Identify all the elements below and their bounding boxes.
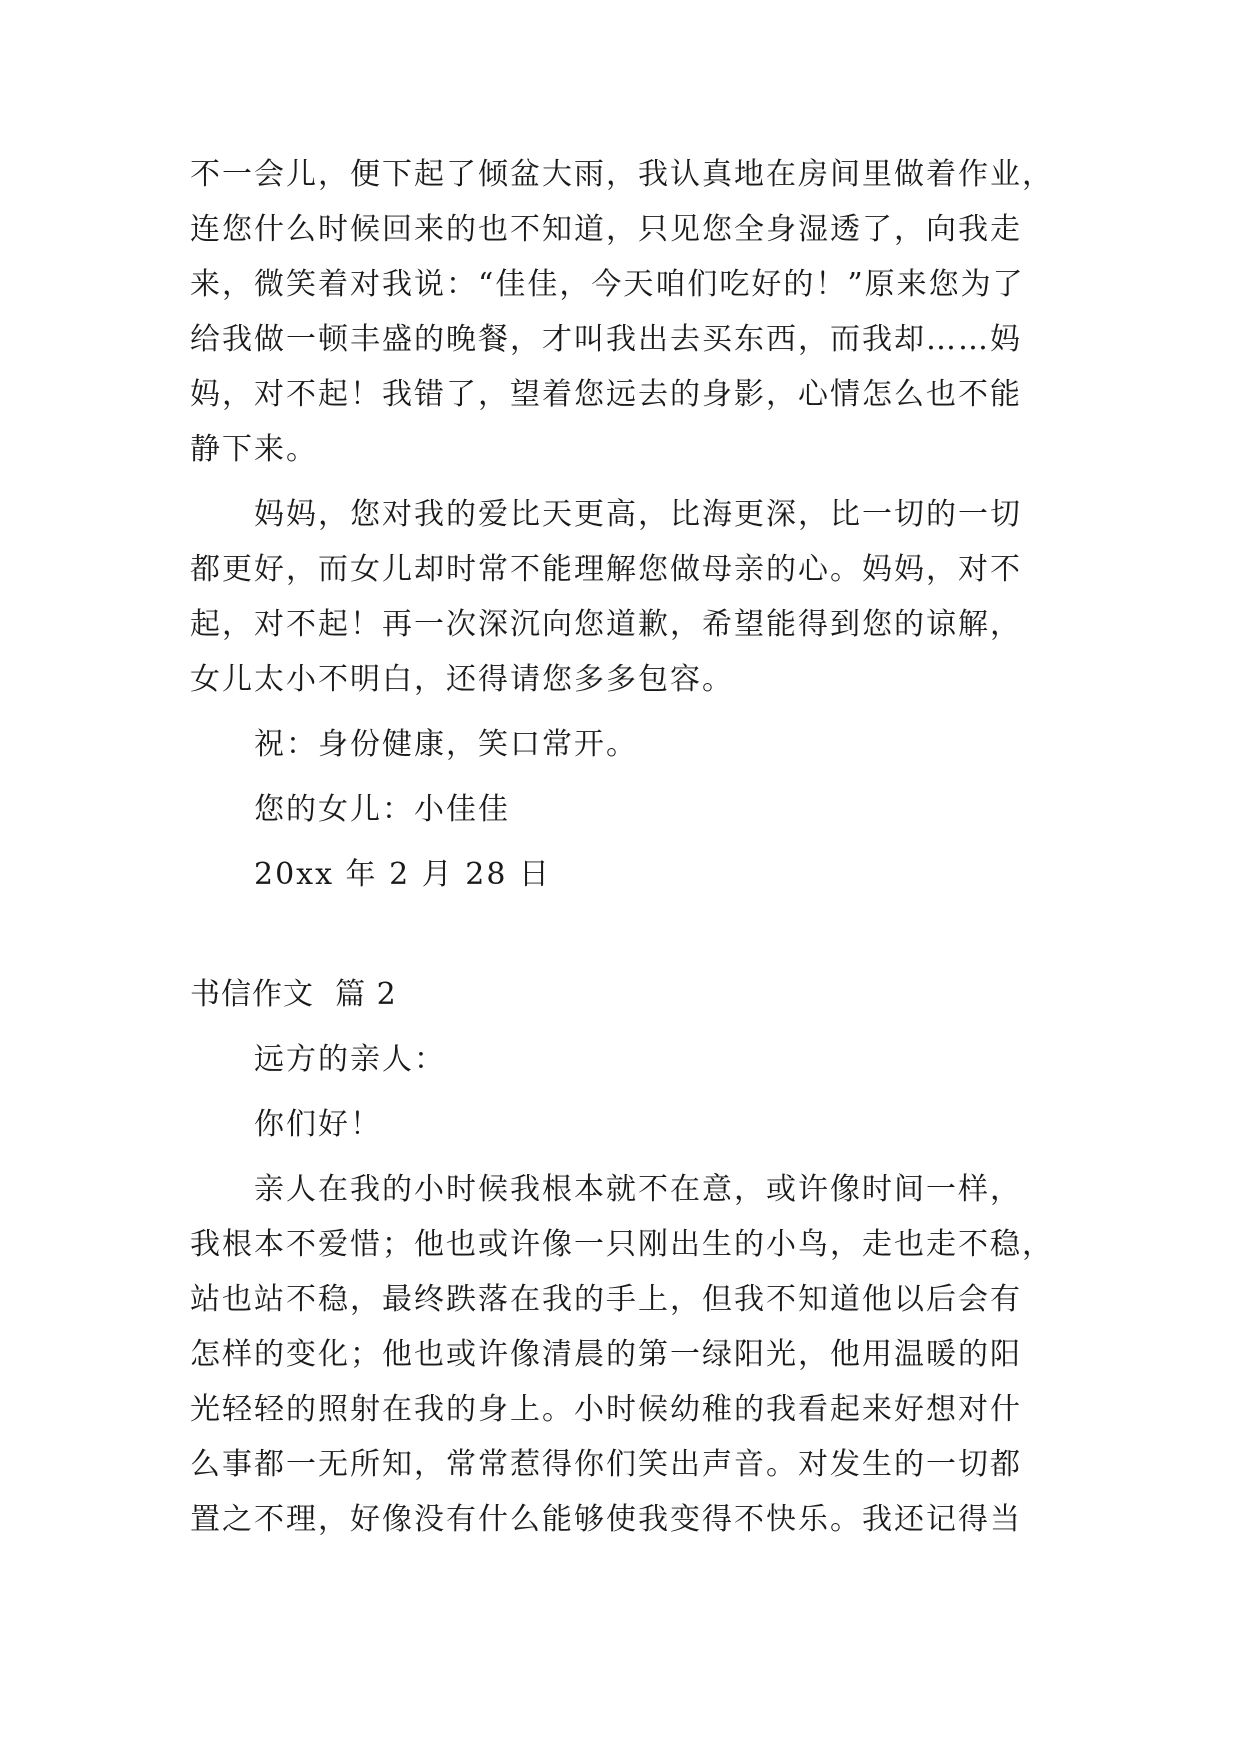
paragraph-line: 光轻轻的照射在我的身上。小时候幼稚的我看起来好想对什 — [190, 1392, 1022, 1427]
greeting: 你们好！ — [254, 1107, 382, 1142]
paragraph-line: 女儿太小不明白，还得请您多多包容。 — [190, 662, 734, 697]
paragraph-line: 亲人在我的小时候我根本就不在意，或许像时间一样， — [254, 1172, 1022, 1207]
paragraph-line: 起，对不起！再一次深沉向您道歉，希望能得到您的谅解， — [190, 607, 1022, 642]
paragraph-line: 都更好，而女儿却时常不能理解您做母亲的心。妈妈，对不 — [190, 552, 1022, 587]
paragraph-line: 静下来。 — [190, 432, 318, 467]
paragraph-line: 妈，对不起！我错了，望着您远去的身影，心情怎么也不能 — [190, 377, 1022, 412]
paragraph-line: 连您什么时候回来的也不知道，只见您全身湿透了，向我走 — [190, 212, 1022, 247]
paragraph-line: 站也站不稳，最终跌落在我的手上，但我不知道他以后会有 — [190, 1282, 1022, 1317]
paragraph-line: 置之不理，好像没有什么能够使我变得不快乐。我还记得当 — [190, 1502, 1022, 1537]
paragraph-line: 不一会儿，便下起了倾盆大雨，我认真地在房间里做着作业， — [190, 157, 1054, 192]
paragraph-line: 妈妈，您对我的爱比天更高，比海更深，比一切的一切 — [254, 497, 1022, 532]
paragraph-line: 怎样的变化；他也或许像清晨的第一绿阳光，他用温暖的阳 — [190, 1337, 1022, 1372]
paragraph-line: 给我做一顿丰盛的晚餐，才叫我出去买东西，而我却……妈 — [190, 322, 1022, 357]
signature: 您的女儿：小佳佳 — [254, 792, 510, 827]
paragraph-line: 我根本不爱惜；他也或许像一只刚出生的小鸟，走也走不稳， — [190, 1227, 1054, 1262]
letter-date: 20xx 年 2 月 28 日 — [254, 857, 551, 892]
closing-wish: 祝：身份健康，笑口常开。 — [254, 727, 638, 762]
section-heading: 书信作文 篇 2 — [190, 977, 397, 1012]
salutation: 远方的亲人： — [254, 1042, 446, 1077]
paragraph-line: 来，微笑着对我说：“佳佳，今天咱们吃好的！”原来您为了 — [190, 267, 1025, 302]
paragraph-line: 么事都一无所知，常常惹得你们笑出声音。对发生的一切都 — [190, 1447, 1022, 1482]
